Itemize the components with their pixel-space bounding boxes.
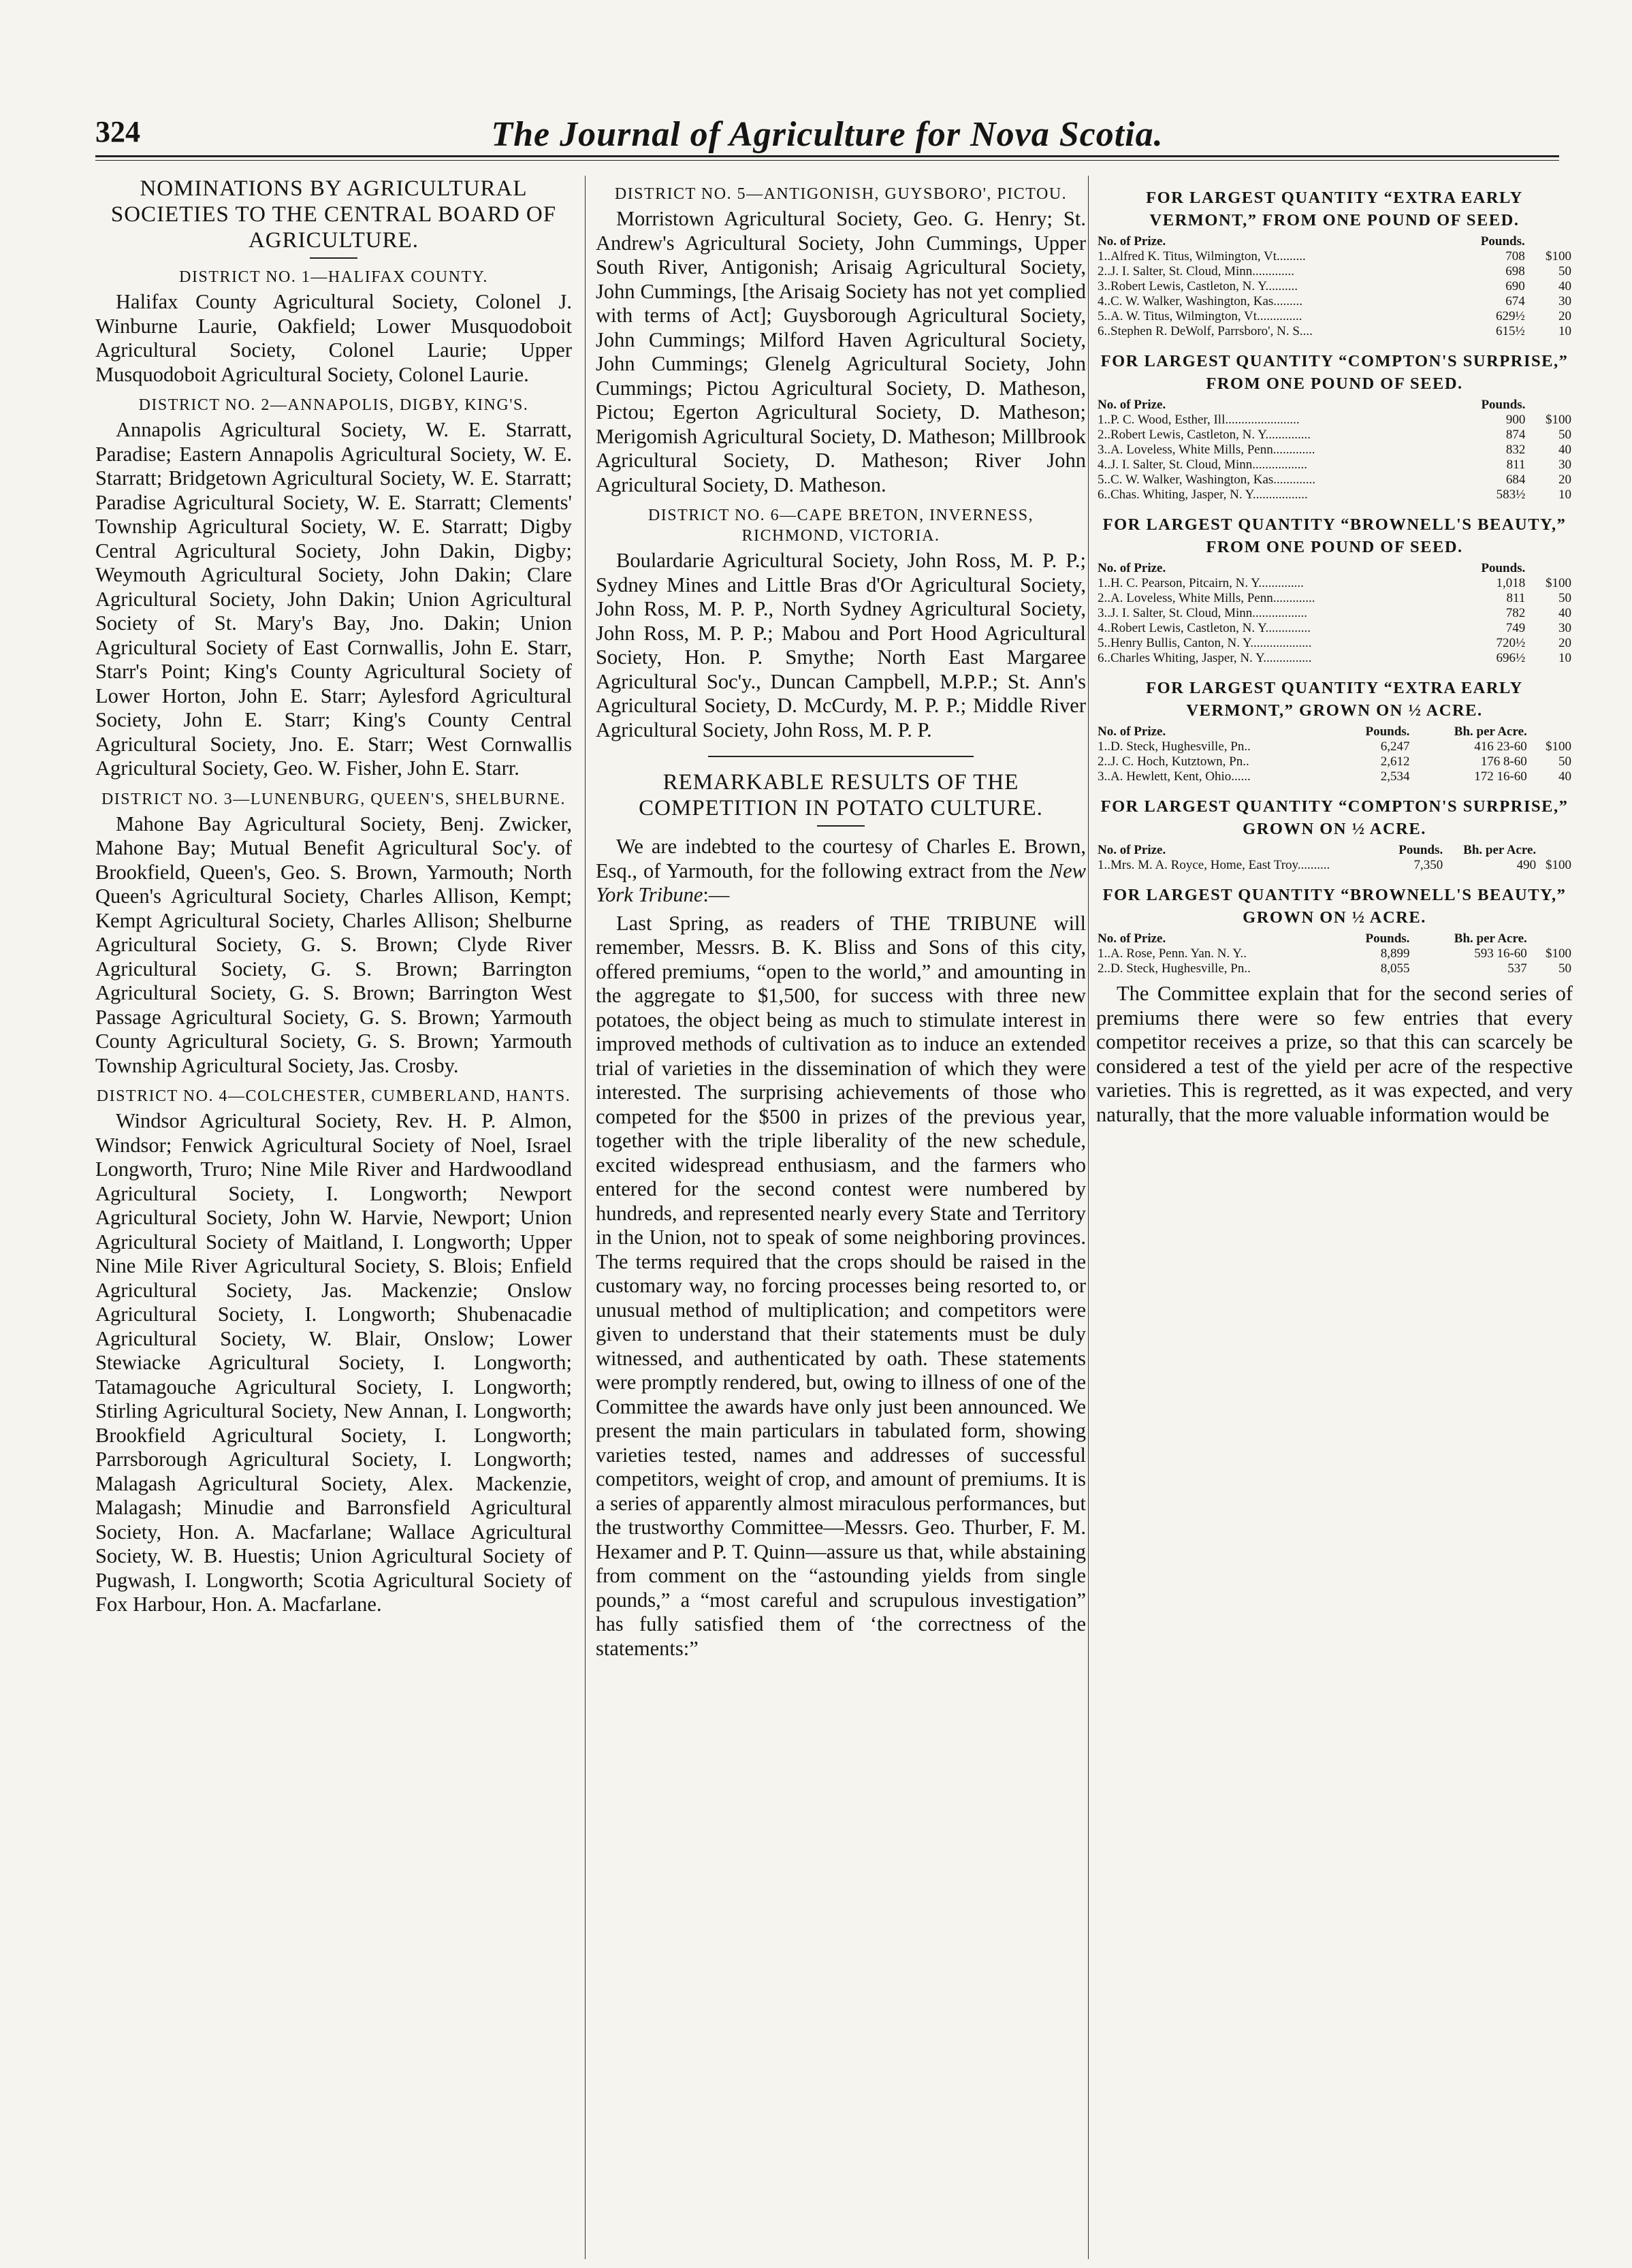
prize-table-title: FOR LARGEST QUANTITY “COMPTON'S SURPRISE,” GROWN ON ½ ACRE. <box>1100 797 1569 838</box>
table-row <box>1096 249 1573 264</box>
table-cell: 10 <box>1558 488 1571 502</box>
heading-rule <box>310 257 357 259</box>
district-title: DISTRICT NO. 6—CAPE BRETON, INVERNESS, RICHMOND, VICTORIA. <box>647 507 1034 545</box>
table-row <box>1096 413 1573 428</box>
source-title: New York Tribune <box>596 859 1086 906</box>
table-row <box>1096 754 1573 769</box>
table-cell: 811 <box>1506 458 1526 472</box>
column-3 <box>1096 176 1573 2259</box>
table-row <box>1096 443 1573 458</box>
table-cell: 2..J. I. Salter, St. Cloud, Minn............. <box>1098 264 1294 278</box>
prize-table-header: Pounds. <box>1365 724 1410 739</box>
table-cell: 811 <box>1506 591 1526 605</box>
table-cell: 490 <box>1516 858 1537 872</box>
table-cell: 40 <box>1558 769 1571 784</box>
table-cell: 6,247 <box>1380 739 1410 754</box>
table-cell: 615½ <box>1496 324 1525 338</box>
district-title: DISTRICT NO. 5—ANTIGONISH, GUYSBORO', PICTOU. <box>614 185 1068 203</box>
table-row <box>1096 324 1573 339</box>
prize-table <box>1096 561 1573 666</box>
table-cell: 1..Alfred K. Titus, Wilmington, Vt......... <box>1098 249 1306 263</box>
table-cell: 50 <box>1558 428 1571 442</box>
prize-table-header: Pounds. <box>1480 234 1525 249</box>
prize-table-header: Bh. per Acre. <box>1454 724 1527 739</box>
table-cell: 30 <box>1558 458 1571 472</box>
prize-table-title: FOR LARGEST QUANTITY “COMPTON'S SURPRISE,” FROM ONE POUND OF SEED. <box>1100 352 1569 393</box>
header-rule <box>95 155 1559 161</box>
table-cell: 30 <box>1558 621 1571 635</box>
table-cell: 5..C. W. Walker, Washington, Kas............. <box>1098 473 1316 487</box>
table-cell: 10 <box>1558 324 1571 338</box>
table-row <box>1096 606 1573 621</box>
prize-tables <box>1096 187 1573 976</box>
column-divider <box>585 176 586 2259</box>
table-cell: $100 <box>1546 413 1571 427</box>
intro-paragraph: We are indebted to the courtesy of Charles E. Brown, Esq., of Yarmouth, for the following extract from the New York Tribune:— <box>596 835 1086 906</box>
table-cell: 416 23-60 <box>1474 739 1527 754</box>
body-paragraph: The Committee explain that for the second series of premiums there were so few entries that every competitor receives a prize, so that this can scarcely be considered a test of the yield per acre of the respective varieties. This is regretted, as it was expected, and very naturally, that the more valuable information would be <box>1096 982 1573 1126</box>
table-cell: 20 <box>1558 636 1571 650</box>
prize-table <box>1096 398 1573 502</box>
heading-rule <box>817 825 865 827</box>
table-cell: 50 <box>1558 591 1571 605</box>
prize-table-header: No. of Prize. <box>1098 724 1166 739</box>
table-cell: 782 <box>1505 606 1526 620</box>
prize-table-header: No. of Prize. <box>1098 843 1166 857</box>
prize-table-header: Bh. per Acre. <box>1463 843 1537 857</box>
table-cell: 629½ <box>1496 309 1525 323</box>
table-cell: 20 <box>1558 309 1571 323</box>
table-cell: 2..D. Steck, Hughesville, Pn.. <box>1098 961 1251 976</box>
table-cell: 3..A. Hewlett, Kent, Ohio...... <box>1098 769 1251 784</box>
prize-table-header: No. of Prize. <box>1098 234 1166 249</box>
table-cell: 874 <box>1505 428 1526 442</box>
table-cell: 3..J. I. Salter, St. Cloud, Minn................. <box>1098 606 1307 620</box>
table-cell: 5..A. W. Titus, Wilmington, Vt.............. <box>1098 309 1302 323</box>
table-row <box>1096 591 1573 606</box>
table-row <box>1096 279 1573 294</box>
table-cell: 3..Robert Lewis, Castleton, N. Y.......... <box>1098 279 1298 293</box>
table-cell: 4..Robert Lewis, Castleton, N. Y.............. <box>1098 621 1311 635</box>
table-cell: 40 <box>1558 443 1571 457</box>
table-cell: 900 <box>1505 413 1526 427</box>
table-row <box>1096 651 1573 666</box>
table-cell: 749 <box>1505 621 1526 635</box>
table-cell: 696½ <box>1496 651 1526 665</box>
district-text: Morristown Agricultural Society, Geo. G. Henry; St. Andrew's Agricultural Society, John Cummings, Upper South River, Antigonish; Arisaig Agricultural Society, John Cummings, [the Arisaig Society has not yet complied with terms of Act]; Guysborough Agricultural Society, John Cummings; Milford Haven Agricultural Society, John Cummings; Glenelg Agricultural Society, John Cummings; Pictou Agricultural Society, D. Matheson, Pictou; Egerton Agricultural Society, D. Matheson; Merigomish Agricultural Society, D. Matheson; Millbrook Agricultural Society, D. Matheson; River John Agricultural Society, D. Matheson. <box>596 207 1086 496</box>
column-2 <box>596 176 1086 2259</box>
prize-table-header: Pounds. <box>1398 843 1443 857</box>
table-cell: 674 <box>1505 294 1525 308</box>
district-title: DISTRICT NO. 2—ANNAPOLIS, DIGBY, KING'S. <box>138 396 529 414</box>
prize-table-header <box>1537 843 1573 858</box>
table-cell: 7,350 <box>1413 858 1443 872</box>
prize-table-header <box>1529 724 1573 739</box>
table-cell: $100 <box>1546 576 1571 590</box>
district-title: DISTRICT NO. 4—COLCHESTER, CUMBERLAND, HANTS. <box>96 1087 571 1105</box>
table-cell: 10 <box>1558 651 1571 665</box>
table-cell: 684 <box>1505 473 1526 487</box>
prize-table-title: FOR LARGEST QUANTITY “BROWNELL'S BEAUTY,” FROM ONE POUND OF SEED. <box>1102 515 1567 556</box>
prize-table <box>1096 724 1573 784</box>
table-cell: 2..J. C. Hoch, Kutztown, Pn.. <box>1098 754 1249 769</box>
prize-table-title: FOR LARGEST QUANTITY “EXTRA EARLY VERMONT,” GROWN ON ½ ACRE. <box>1146 679 1523 720</box>
table-cell: $100 <box>1546 946 1571 961</box>
prize-table-header: Pounds. <box>1481 561 1526 575</box>
prize-table-header: Pounds. <box>1481 398 1526 412</box>
table-row <box>1096 488 1573 502</box>
column-1 <box>95 176 572 2259</box>
table-cell: $100 <box>1546 739 1571 754</box>
table-cell: 5..Henry Bullis, Canton, N. Y................... <box>1098 636 1312 650</box>
table-row <box>1096 858 1573 873</box>
table-cell: 3..A. Loveless, White Mills, Penn............. <box>1098 443 1315 457</box>
table-cell: 4..C. W. Walker, Washington, Kas......... <box>1098 294 1303 308</box>
table-row <box>1096 458 1573 473</box>
district-text: Boulardarie Agricultural Society, John Ross, M. P. P.; Sydney Mines and Little Bras d'Or Agricultural Society, John Ross, M. P. P., North Sydney Agricultural Society, John Ross, M. P. P.; Mabou and Port Hood Agricultural Society, Hon. P. Smythe; North East Margaree Agricultural Soc'y., Duncan Campbell, M.P.P.; St. Ann's Agricultural Society, D. McCurdy, M. P. P.; Middle River Agricultural Society, John Ross, M. P. P. <box>596 549 1086 741</box>
prize-table-header: Bh. per Acre. <box>1454 931 1527 946</box>
article-heading: NOMINATIONS BY AGRICULTURAL SOCIETIES TO THE CENTRAL BOARD OF AGRICULTURE. <box>110 176 557 253</box>
table-cell: 176 8-60 <box>1480 754 1527 769</box>
table-cell: 50 <box>1558 961 1571 976</box>
table-cell: 6..Stephen R. DeWolf, Parrsboro', N. S.... <box>1098 324 1313 338</box>
table-cell: 40 <box>1558 606 1571 620</box>
prize-table-header <box>1529 931 1573 946</box>
page-number: 324 <box>95 115 140 148</box>
table-cell: 50 <box>1558 264 1571 278</box>
table-row <box>1096 309 1573 324</box>
table-cell: 8,899 <box>1380 946 1410 961</box>
running-title: The Journal of Agriculture for Nova Scotia. <box>491 115 1164 154</box>
table-cell: 2..Robert Lewis, Castleton, N. Y.............. <box>1098 428 1311 442</box>
table-cell: 583½ <box>1496 488 1526 502</box>
table-row <box>1096 961 1573 976</box>
prize-table-header: Pounds. <box>1365 931 1410 946</box>
table-cell: 593 16-60 <box>1474 946 1527 961</box>
table-row <box>1096 294 1573 309</box>
section-rule <box>708 756 974 757</box>
prize-table <box>1096 843 1573 873</box>
article-heading: REMARKABLE RESULTS OF THE COMPETITION IN POTATO CULTURE. <box>639 770 1043 820</box>
prize-table-header <box>1526 561 1573 576</box>
page-header <box>95 114 1559 169</box>
table-cell: 690 <box>1505 279 1525 293</box>
table-cell: 1..D. Steck, Hughesville, Pn.. <box>1098 739 1251 754</box>
district-text: Windsor Agricultural Society, Rev. H. P. Almon, Windsor; Fenwick Agricultural Society of Noel, Israel Longworth, Truro; Nine Mile River and Hardwoodland Agricultural Society, I. Longworth; Newport Agricultural Society, John W. Harvie, Newport; Union Agricultural Society of Maitland, I. Longworth; Upper Nine Mile River Agricultural Society, S. Blois; Enfield Agricultural Society, Jas. Mackenzie; Onslow Agricultural Society, I. Longworth; Shubenacadie Agricultural Society, W. Blair, Onslow; Lower Stewiacke Agricultural Society, I. Longworth; Tatamagouche Agricultural Society, I. Longworth; Stirling Agricultural Society, New Annan, I. Longworth; Brookfield Agricultural Society, I. Longworth; Parrsborough Agricultural Society, I. Longworth; Malagash Agricultural Society, Alex. Mackenzie, Malagash; Minudie and Barronsfield Agricultural Society, Hon. A. Macfarlane; Wallace Agricultural Society, W. B. Huestis; Union Agricultural Society of Pugwash, I. Longworth; Scotia Agricultural Society of Fox Harbour, Hon. A. Macfarlane. <box>95 1109 572 1616</box>
table-cell: 30 <box>1558 294 1571 308</box>
table-cell: 2,612 <box>1380 754 1410 769</box>
table-cell: 6..Chas. Whiting, Jasper, N. Y................. <box>1098 488 1308 502</box>
body-paragraph: Last Spring, as readers of THE TRIBUNE will remember, Messrs. B. K. Bliss and Sons of this city, offered premiums, “open to the world,” and amounting in the aggregate to $1,500, for success with three new potatoes, the object being as much to stimulate interest in improved methods of cultivation as to induce an extended trial of varieties in the dissemination of which they were interested. The surprising achievements of those who competed for the $500 in prizes of the previous year, together with the triple liberality of the new schedule, excited widespread enthusiasm, and the farmers who entered for the second contest were numbered by hundreds, and represented nearly every State and Territory in the Union, not to speak of some neighboring provinces. The terms required that the crops should be raised in the customary way, no forcing processes being resorted to, or unusual method of multiplication; and competitors were given to understand that their statements must be duly witnessed, and authenticated by oath. These statements were promptly rendered, but, owing to illness of one of the Committee the awards have only just been announced. We present the main particulars in tabulated form, showing varieties tested, names and addresses of successful competitors, weight of crop, and amount of premiums. It is a series of apparently almost miraculous performances, but the trustworthy Committee—Messrs. Geo. Thurber, F. M. Hexamer and P. T. Quinn—assure us that, while abstaining from comment on the “astounding yields from single pounds,” a “most careful and scrupulous investigation” has fully satisfied them of ‘the correctness of the statements:” <box>596 911 1086 1660</box>
table-cell: 832 <box>1505 443 1526 457</box>
table-cell: 6..Charles Whiting, Jasper, N. Y............... <box>1098 651 1312 665</box>
column-divider <box>1088 176 1089 2259</box>
table-cell: 1..Mrs. M. A. Royce, Home, East Troy.......... <box>1098 858 1330 872</box>
table-cell: 2,534 <box>1380 769 1410 784</box>
table-cell: 50 <box>1558 754 1571 769</box>
table-cell: 1..H. C. Pearson, Pitcairn, N. Y.............. <box>1098 576 1304 590</box>
table-cell: 1..P. C. Wood, Esther, Ill....................... <box>1098 413 1300 427</box>
table-cell: 40 <box>1558 279 1571 293</box>
table-row <box>1096 576 1573 591</box>
table-cell: 1,018 <box>1496 576 1526 590</box>
table-cell: 8,055 <box>1380 961 1410 976</box>
prize-table <box>1096 234 1573 339</box>
prize-table-title: FOR LARGEST QUANTITY “EXTRA EARLY VERMONT,” FROM ONE POUND OF SEED. <box>1146 189 1523 229</box>
table-cell: 698 <box>1505 264 1525 278</box>
table-cell: 708 <box>1505 249 1525 263</box>
district-title: DISTRICT NO. 1—HALIFAX COUNTY. <box>179 268 488 286</box>
table-row <box>1096 428 1573 443</box>
prize-table-title: FOR LARGEST QUANTITY “BROWNELL'S BEAUTY,” GROWN ON ½ ACRE. <box>1102 886 1567 927</box>
prize-table-header: No. of Prize. <box>1098 398 1166 412</box>
table-cell: 20 <box>1558 473 1571 487</box>
table-cell: 172 16-60 <box>1474 769 1527 784</box>
district-title: DISTRICT NO. 3—LUNENBURG, QUEEN'S, SHELBURNE. <box>101 790 566 808</box>
prize-table <box>1096 931 1573 976</box>
district-text: Mahone Bay Agricultural Society, Benj. Zwicker, Mahone Bay; Mutual Benefit Agricultural Soc'y. of Brookfield, Queen's, Geo. S. Brown, Yarmouth; North Queen's Agricultural Society, Charles Allison, Kempt; Kempt Agricultural Society, Charles Allison; Shelburne Agricultural Society, G. S. Brown; Clyde River Agricultural Society, G. S. Brown; Barrington Agricultural Society, G. S. Brown; Barrington West Passage Agricultural Society, G. S. Brown; Yarmouth County Agricultural Society, G. S. Brown; Yarmouth Township Agricultural Society, Jas. Crosby. <box>95 812 572 1077</box>
table-row <box>1096 473 1573 488</box>
table-cell: 537 <box>1507 961 1527 976</box>
table-cell: 4..J. I. Salter, St. Cloud, Minn................. <box>1098 458 1307 472</box>
district-text: Annapolis Agricultural Society, W. E. Starratt, Paradise; Eastern Annapolis Agricultural Society, W. E. Starratt; Bridgetown Agricultural Society, W. E. Starratt; Paradise Agricultural Society, W. E. Starratt; Clements' Township Agricultural Society, W. E. Starratt; Digby Central Agricultural Society, John Dakin, Digby; Weymouth Agricultural Society, John Dakin; Clare Agricultural Society, John Dakin; Union Agricultural Society of St. Mary's Bay, Jno. Dakin; Union Agricultural Society of East Cornwallis, John E. Starr, Starr's Point; King's County Agricultural Society of Lower Horton, John E. Starr; Aylesford Agricultural Society, John E. Starr; King's County Central Agricultural Society, Jno. E. Starr; West Cornwallis Agricultural Society, Geo. W. Fisher, John E. Starr. <box>95 418 572 780</box>
table-row <box>1096 264 1573 279</box>
district-text: Halifax County Agricultural Society, Colonel J. Winburne Laurie, Oakfield; Lower Musquodoboit Agricultural Society, Colonel Laurie; Upper Musquodoboit Agricultural Society, Colonel Laurie. <box>95 290 572 386</box>
table-row <box>1096 621 1573 636</box>
prize-table-header: No. of Prize. <box>1098 931 1166 946</box>
prize-table-header <box>1526 398 1573 413</box>
table-cell: $100 <box>1546 249 1571 263</box>
table-cell: 720½ <box>1496 636 1526 650</box>
table-row <box>1096 739 1573 754</box>
table-cell: 1..A. Rose, Penn. Yan. N. Y.. <box>1098 946 1247 961</box>
prize-table-header <box>1526 234 1573 249</box>
table-row <box>1096 636 1573 651</box>
table-cell: $100 <box>1546 858 1571 872</box>
table-row <box>1096 769 1573 784</box>
prize-table-header: No. of Prize. <box>1098 561 1166 575</box>
table-cell: 2..A. Loveless, White Mills, Penn............. <box>1098 591 1315 605</box>
table-row <box>1096 946 1573 961</box>
